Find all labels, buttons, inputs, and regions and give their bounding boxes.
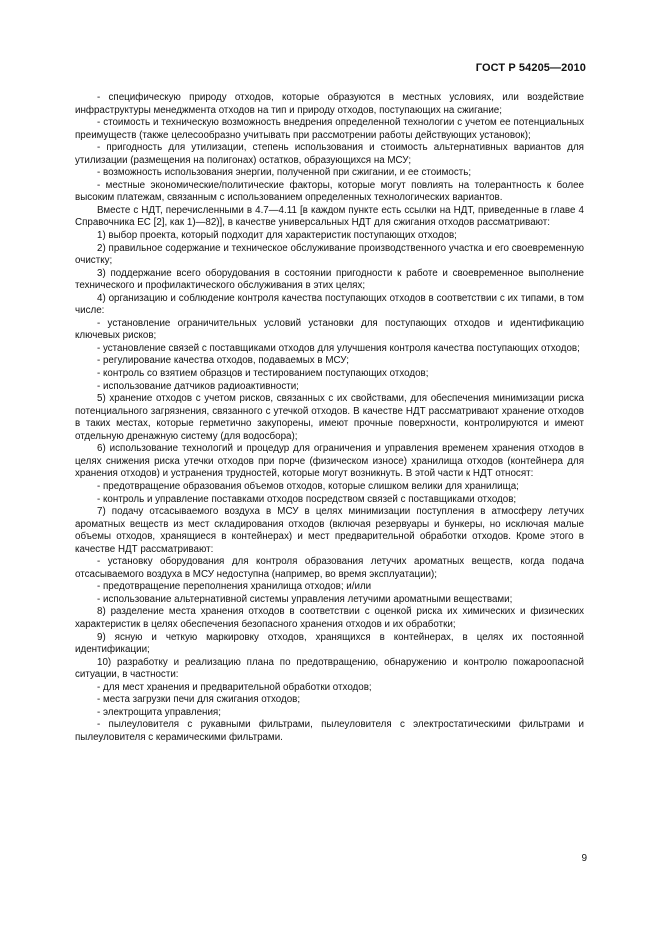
body-paragraph: - возможность использования энергии, полученной при сжигании, и ее стоимость; — [97, 167, 472, 179]
body-paragraph: - стоимость и техническую возможность внедрения определенной технологии с учетом ее потенциальных преимуществ (также целесообразно учитывать при рассмотрении работы действующих установок); — [75, 117, 584, 141]
body-paragraph: 5) хранение отходов с учетом рисков, связанных с их свойствами, для обеспечения минимизации риска потенциального загрязнения, связанного с утечкой отходов. В качестве НДТ рассматривают хранение отходов в таких местах, которые герметично закупорены, имеют прочные поверхности, контролируются и имеют отдельную дренажную систему (для водосбора); — [75, 393, 584, 442]
body-paragraph: - использование датчиков радиоактивности; — [97, 380, 299, 392]
body-paragraph: - контроль и управление поставками отходов посредством связей с поставщиками отходов; — [97, 493, 517, 505]
body-paragraph: Вместе с НДТ, перечисленными в 4.7—4.11 [в каждом пункте есть ссылки на НДТ, приведенные в главе 4 Справочника ЕС [2], как 1)—82)], в качестве универсальных НДТ для сжигания отходов рассматривают: — [75, 204, 584, 229]
body-paragraph: - контроль со взятием образцов и тестированием поступающих отходов; — [97, 368, 429, 380]
body-paragraph: - установление ограничительных условий установки для поступающих отходов и идентификацию ключевых рисков; — [75, 317, 584, 342]
body-paragraph: - установку оборудования для контроля образования летучих ароматных веществ, когда подача отсасываемого воздуха в МСУ недоступна (например, во время эксплуатации); — [75, 556, 584, 580]
body-paragraph: - электрощита управления; — [97, 706, 221, 718]
body-paragraph: 1) выбор проекта, который подходит для характеристик поступающих отходов; — [97, 230, 457, 242]
standard-designation: ГОСТ Р 54205—2010 — [475, 62, 586, 74]
body-paragraph: - использование альтернативной системы управления летучими ароматными веществами; — [97, 593, 513, 605]
body-paragraph: - местные экономические/политические факторы, которые могут повлиять на толерантность к более высоким платежам, связанным с использованием определенных технологических вариантов. — [75, 179, 584, 204]
body-paragraph: 2) правильное содержание и техническое обслуживание производственного участка и его своевременную очистку; — [75, 242, 584, 267]
body-paragraph: 8) разделение места хранения отходов в соответствии с оценкой риска их химических и физических характеристик в целях обеспечения безопасного хранения отходов и их обработки; — [75, 606, 584, 630]
body-paragraph: - для мест хранения и предварительной обработки отходов; — [97, 681, 372, 693]
body-paragraph: - установление связей с поставщиками отходов для улучшения контроля качества поступающих отходов; — [97, 342, 580, 354]
body-paragraph: - пылеуловителя с рукавными фильтрами, пылеуловителя с электростатическими фильтрами и пылеуловителя с керамическими фильтрами. — [75, 719, 584, 743]
body-paragraph: 10) разработку и реализацию плана по предотвращению, обнаружению и контролю пожароопасной ситуации, в частности: — [75, 656, 584, 681]
body-paragraph: 6) использование технологий и процедур для ограничения и управления временем хранения отходов в целях снижения риска утечки отходов при порче (физическом износе) хранилища отходов (контейнера для хранения отходов) и устранения трудностей, которые могут возникнуть. В этой части к НДТ относят: — [75, 443, 584, 480]
body-paragraph: 7) подачу отсасываемого воздуха в МСУ в целях минимизации поступления в атмосферу летучих ароматных веществ из мест складирования отходов (включая резервуары и бункеры, но исключая малые объемы отходов, хранящиеся в контейнерах) и мест предварительной обработки отходов. Кроме этого в качестве НДТ рассматривают: — [75, 506, 584, 555]
page-number: 9 — [581, 853, 587, 864]
body-paragraph: - предотвращение переполнения хранилища отходов; и/или — [97, 581, 372, 593]
body-paragraph: - места загрузки печи для сжигания отходов; — [97, 694, 301, 706]
body-paragraph: 4) организацию и соблюдение контроля качества поступающих отходов в соответствии с их типами, в том числе: — [75, 292, 584, 317]
body-paragraph: - пригодность для утилизации, степень использования и стоимость альтернативных вариантов для утилизации (размещения на полигонах) остатков, образующихся на МСУ; — [75, 142, 584, 166]
body-paragraph: 3) поддержание всего оборудования в состоянии пригодности к работе и своевременное выполнение технического и профилактического обслуживания в этих целях; — [75, 267, 584, 292]
body-paragraph: - регулирование качества отходов, подаваемых в МСУ; — [97, 355, 349, 367]
body-text — [75, 92, 584, 744]
body-paragraph: - специфическую природу отходов, которые образуются в местных условиях, или воздействие инфраструктуры менеджмента отходов на тип и природу отходов, поступающих на сжигание; — [75, 92, 584, 116]
body-paragraph: - предотвращение образования объемов отходов, которые слишком велики для хранилища; — [97, 480, 519, 492]
body-paragraph: 9) ясную и четкую маркировку отходов, хранящихся в контейнерах, в целях их постоянной идентификации; — [75, 631, 584, 656]
